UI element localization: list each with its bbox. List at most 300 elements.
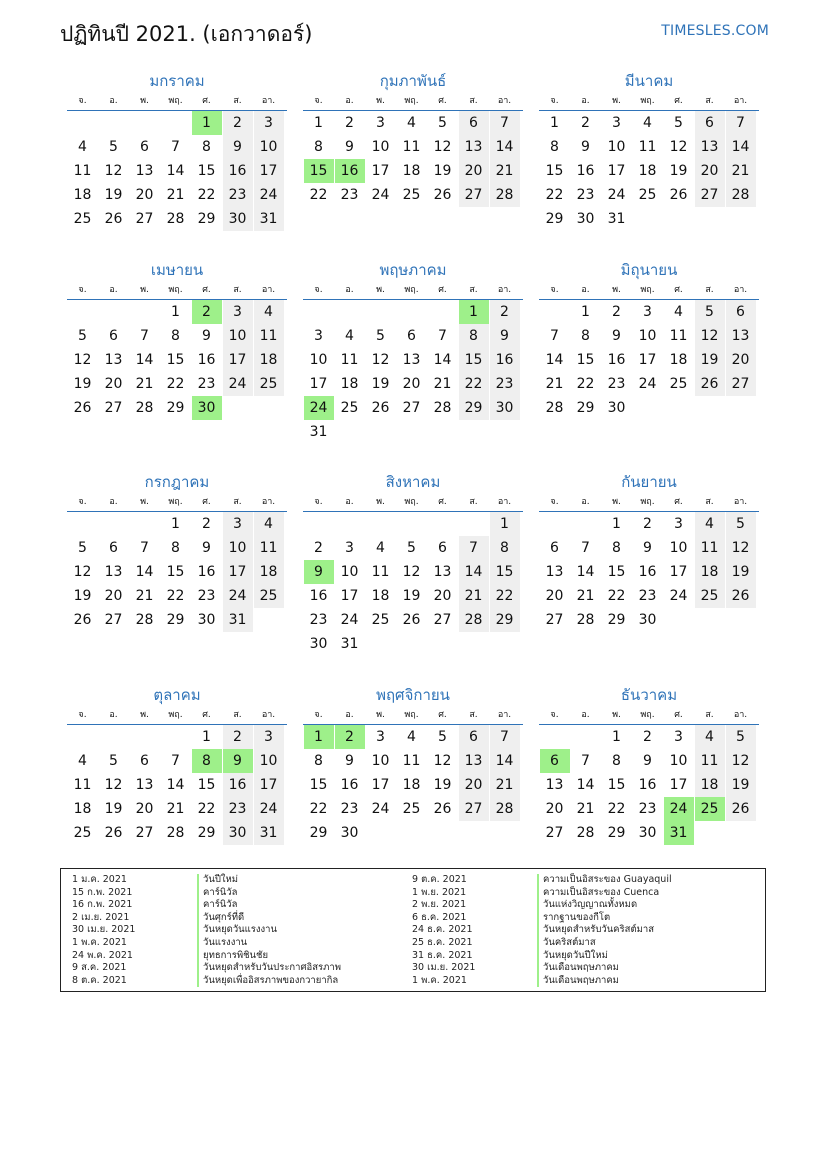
legend-holiday-name: ยุทธการพิชินชัย [197,950,268,963]
day-cell: 9 [202,540,211,556]
weekday-label: ศ. [202,497,211,507]
day-cell: 10 [223,536,253,560]
day-cell: 14 [135,352,154,368]
day-cell: 16 [309,588,328,604]
day-cell: 16 [340,777,359,793]
day-cell: 23 [197,376,216,392]
day-cell: 2 [581,115,590,131]
weekday-label: ส. [705,497,714,507]
day-cell: 13 [459,749,489,773]
day-cell: 1 [612,516,621,532]
weekday-label: พฤ. [168,96,183,106]
day-cell: 20 [726,348,756,372]
day-cell: 15 [545,163,564,179]
legend-holiday-name: วันหยุดสำหรับวันประกาศอิสรภาพ [197,962,341,975]
legend-date: 2 เม.ย. 2021 [72,911,130,923]
day-cell: 23 [576,187,595,203]
day-cell: 18 [695,560,725,584]
weekday-label: จ. [78,710,87,720]
day-cell: 22 [459,372,489,396]
day-cell: 2 [490,300,520,324]
empty-cell [68,300,98,324]
day-cell: 24 [254,183,284,207]
day-cell: 3 [643,304,652,320]
day-grid [539,111,759,231]
day-cell: 31 [223,608,253,632]
day-cell: 14 [545,352,564,368]
legend-date: 24 พ.ค. 2021 [72,949,133,961]
day-cell: 25 [340,400,359,416]
weekday-label: พ. [376,285,385,295]
legend-date: 9 ต.ค. 2021 [412,874,467,885]
day-cell: 7 [490,725,520,749]
day-cell: 5 [376,328,385,344]
day-cell: 12 [726,536,756,560]
day-cell: 17 [223,560,253,584]
day-cell: 12 [433,139,452,155]
day-cell: 22 [166,376,185,392]
day-cell: 13 [695,135,725,159]
weekday-label: ส. [705,96,714,106]
day-cell: 3 [376,115,385,131]
day-cell: 11 [669,328,688,344]
weekday-label: อา. [261,710,276,720]
day-cell: 5 [407,540,416,556]
day-cell: 22 [545,187,564,203]
page-title: ปฏิทินปี 2021. (เอกวาดอร์) [60,22,313,46]
day-cell: 3 [674,516,683,532]
month-block [539,471,759,632]
weekday-label: อา. [733,285,748,295]
weekday-label: ศ. [674,710,683,720]
day-cell: 4 [643,115,652,131]
day-cell: 11 [254,536,284,560]
weekday-label: อ. [581,497,590,507]
day-cell: 12 [433,753,452,769]
day-cell: 17 [223,348,253,372]
day-cell: 16 [223,159,253,183]
holiday-day-cell: 2 [192,300,222,324]
weekday-label: พฤ. [168,497,183,507]
day-cell: 15 [607,777,626,793]
day-cell: 26 [73,612,92,628]
day-cell: 17 [254,159,284,183]
day-cell: 10 [254,135,284,159]
day-cell: 30 [309,636,328,652]
day-cell: 11 [695,536,725,560]
weekday-label: พ. [140,285,149,295]
day-cell: 14 [135,564,154,580]
day-cell: 8 [314,139,323,155]
day-cell: 13 [459,135,489,159]
day-cell: 5 [438,729,447,745]
day-cell: 25 [402,187,421,203]
day-cell: 31 [254,207,284,231]
empty-cell [68,512,98,536]
day-cell: 9 [612,328,621,344]
weekday-label: พฤ. [168,710,183,720]
day-cell: 28 [166,825,185,841]
empty-cell [99,111,129,135]
day-cell: 22 [490,584,520,608]
empty-cell [335,300,365,324]
day-cell: 6 [407,328,416,344]
day-cell: 19 [73,376,92,392]
holiday-day-cell: 2 [335,725,365,749]
day-cell: 10 [309,352,328,368]
day-cell: 10 [254,749,284,773]
day-cell: 15 [166,564,185,580]
day-cell: 24 [638,376,657,392]
day-cell: 14 [490,749,520,773]
day-cell: 16 [638,777,657,793]
day-cell: 25 [695,584,725,608]
day-cell: 15 [197,777,216,793]
month-block [67,259,287,420]
day-cell: 9 [581,139,590,155]
empty-cell [99,725,129,749]
day-cell: 2 [345,115,354,131]
day-cell: 29 [607,612,626,628]
day-cell: 25 [254,372,284,396]
day-cell: 26 [402,612,421,628]
day-cell: 13 [433,564,452,580]
day-cell: 11 [254,324,284,348]
day-cell: 9 [345,753,354,769]
weekday-label: อา. [733,497,748,507]
day-cell: 27 [695,183,725,207]
day-cell: 7 [438,328,447,344]
day-cell: 28 [576,612,595,628]
day-cell: 9 [643,753,652,769]
empty-cell [335,512,365,536]
weekday-label: อ. [109,710,118,720]
day-cell: 12 [73,564,92,580]
day-cell: 23 [638,588,657,604]
empty-cell [540,512,570,536]
day-cell: 19 [433,163,452,179]
weekday-label: ส. [469,710,478,720]
holiday-day-cell: 6 [540,749,570,773]
holiday-day-cell: 9 [223,749,253,773]
day-cell: 14 [726,135,756,159]
day-cell: 30 [340,825,359,841]
holiday-day-cell: 30 [192,396,222,420]
day-cell: 7 [171,139,180,155]
day-cell: 23 [340,187,359,203]
day-cell: 11 [402,753,421,769]
day-cell: 18 [73,187,92,203]
empty-cell [68,111,98,135]
day-cell: 3 [223,300,253,324]
day-cell: 5 [109,753,118,769]
weekday-label: จ. [78,96,87,106]
day-cell: 20 [104,376,123,392]
day-cell: 16 [607,352,626,368]
legend-date: 30 เม.ย. 2021 [412,962,476,974]
legend-date: 15 ก.พ. 2021 [72,886,133,898]
day-cell: 1 [581,304,590,320]
day-grid [67,512,287,632]
day-cell: 3 [314,328,323,344]
day-cell: 7 [171,753,180,769]
day-grid [539,300,759,420]
day-cell: 22 [576,376,595,392]
day-cell: 2 [202,516,211,532]
day-cell: 10 [223,324,253,348]
day-cell: 4 [407,729,416,745]
day-cell: 24 [254,797,284,821]
day-cell: 23 [223,183,253,207]
day-cell: 21 [545,376,564,392]
day-cell: 13 [545,564,564,580]
day-cell: 26 [669,187,688,203]
legend-holiday-name: ความเป็นอิสระของ Guayaquil [537,874,672,887]
weekday-label: ศ. [202,96,211,106]
day-cell: 21 [166,187,185,203]
month-block [303,259,523,444]
day-cell: 18 [73,801,92,817]
day-cell: 25 [638,187,657,203]
day-cell: 3 [223,512,253,536]
day-cell: 27 [726,372,756,396]
day-cell: 29 [166,612,185,628]
day-cell: 13 [135,777,154,793]
day-cell: 11 [638,139,657,155]
legend-holiday-name: วันหยุดเพื่ออิสรภาพของกวายากิล [197,975,338,988]
day-cell: 27 [402,400,421,416]
day-cell: 3 [674,729,683,745]
day-cell: 27 [135,211,154,227]
day-cell: 30 [638,825,657,841]
weekday-header [67,706,287,725]
weekday-label: อา. [261,497,276,507]
weekday-label: อา. [261,96,276,106]
month-name: พฤษภาคม [379,261,447,279]
day-cell: 17 [340,588,359,604]
day-cell: 25 [254,584,284,608]
holiday-day-cell: 31 [664,821,694,845]
day-cell: 12 [371,352,390,368]
day-cell: 28 [490,183,520,207]
day-cell: 1 [171,516,180,532]
weekday-label: อ. [345,497,354,507]
day-cell: 13 [545,777,564,793]
day-cell: 27 [104,612,123,628]
day-cell: 10 [371,139,390,155]
day-cell: 4 [78,139,87,155]
day-cell: 10 [638,328,657,344]
day-cell: 14 [576,564,595,580]
day-cell: 5 [78,540,87,556]
day-cell: 4 [674,304,683,320]
day-cell: 17 [371,163,390,179]
legend-holiday-name: วันศุกร์ที่ดี [197,912,244,925]
day-cell: 23 [340,801,359,817]
day-cell: 20 [433,588,452,604]
day-cell: 21 [576,801,595,817]
legend-holiday-name: วันคริสต์มาส [537,937,596,950]
day-cell: 11 [402,139,421,155]
day-cell: 20 [545,801,564,817]
day-cell: 12 [73,352,92,368]
weekday-label: จ. [550,96,559,106]
day-cell: 5 [726,512,756,536]
day-cell: 25 [402,801,421,817]
weekday-label: อา. [497,710,512,720]
weekday-label: ศ. [202,285,211,295]
weekday-label: อ. [345,285,354,295]
day-cell: 6 [140,139,149,155]
legend-date: 8 ต.ค. 2021 [72,974,127,986]
weekday-label: ส. [233,710,242,720]
day-cell: 19 [371,376,390,392]
day-cell: 6 [726,300,756,324]
day-cell: 29 [545,211,564,227]
day-cell: 1 [171,304,180,320]
day-cell: 30 [638,612,657,628]
day-cell: 16 [197,564,216,580]
day-cell: 19 [104,187,123,203]
weekday-label: พฤ. [640,96,655,106]
weekday-label: พ. [376,497,385,507]
month-name: กุมภาพันธ์ [379,72,447,90]
day-cell: 17 [669,777,688,793]
weekday-label: พ. [140,710,149,720]
day-cell: 21 [135,376,154,392]
weekday-label: พฤ. [168,285,183,295]
month-block [67,70,287,231]
day-cell: 22 [197,187,216,203]
day-cell: 12 [104,777,123,793]
day-cell: 21 [726,159,756,183]
day-cell: 2 [612,304,621,320]
day-cell: 19 [726,560,756,584]
day-cell: 26 [104,211,123,227]
legend-holiday-name: คาร์นิวัล [197,899,237,912]
day-cell: 14 [433,352,452,368]
weekday-label: ส. [469,285,478,295]
empty-cell [540,725,570,749]
day-cell: 30 [607,400,626,416]
weekday-header [539,706,759,725]
day-grid [303,512,523,656]
weekday-label: จ. [314,285,323,295]
legend-holiday-name: วันหยุดวันแรงงาน [197,924,277,937]
empty-cell [130,725,160,749]
month-block [303,471,523,656]
weekday-label: อ. [345,710,354,720]
day-cell: 21 [490,773,520,797]
weekday-label: อา. [497,96,512,106]
day-cell: 3 [254,725,284,749]
day-cell: 7 [140,540,149,556]
brand-link[interactable]: TIMESLES.COM [661,23,769,39]
day-cell: 14 [490,135,520,159]
day-cell: 20 [695,159,725,183]
day-cell: 1 [612,729,621,745]
weekday-label: พ. [140,96,149,106]
day-grid [303,111,523,207]
day-cell: 28 [576,825,595,841]
empty-cell [540,300,570,324]
month-name: ธันวาคม [620,686,678,704]
day-cell: 8 [550,139,559,155]
day-cell: 5 [674,115,683,131]
day-cell: 16 [576,163,595,179]
month-block [67,684,287,845]
weekday-label: อา. [497,285,512,295]
weekday-label: พฤ. [404,285,419,295]
day-cell: 1 [490,512,520,536]
day-cell: 9 [490,324,520,348]
weekday-label: พฤ. [404,96,419,106]
day-cell: 16 [490,348,520,372]
empty-cell [397,300,427,324]
empty-cell [428,300,458,324]
weekday-label: จ. [314,96,323,106]
holiday-day-cell: 24 [664,797,694,821]
day-grid [67,300,287,420]
day-cell: 25 [371,612,390,628]
month-block [303,70,523,207]
legend-holiday-name: วันเดือนพฤษภาคม [537,975,619,988]
empty-cell [130,111,160,135]
day-cell: 19 [73,588,92,604]
day-cell: 21 [166,801,185,817]
holiday-day-cell: 1 [192,111,222,135]
weekday-label: พฤ. [404,710,419,720]
day-cell: 22 [607,588,626,604]
holiday-day-cell: 8 [192,749,222,773]
day-grid [539,512,759,632]
day-cell: 16 [638,564,657,580]
month-block [539,684,759,845]
day-cell: 6 [109,328,118,344]
empty-cell [366,512,396,536]
legend-holiday-name: วันแรงงาน [197,937,247,950]
day-cell: 30 [490,396,520,420]
day-cell: 14 [459,560,489,584]
day-cell: 7 [726,111,756,135]
day-cell: 17 [607,163,626,179]
weekday-label: อ. [581,710,590,720]
holiday-day-cell: 24 [304,396,334,420]
day-cell: 3 [612,115,621,131]
day-cell: 2 [643,516,652,532]
weekday-header [303,281,523,300]
day-cell: 2 [314,540,323,556]
day-cell: 22 [607,801,626,817]
day-cell: 7 [490,111,520,135]
weekday-label: อ. [109,285,118,295]
weekday-header [303,706,523,725]
legend-holiday-name: วันปีใหม่ [197,874,238,887]
weekday-label: จ. [550,710,559,720]
day-cell: 23 [607,376,626,392]
day-cell: 21 [135,588,154,604]
day-cell: 28 [545,400,564,416]
day-cell: 31 [607,211,626,227]
empty-cell [130,512,160,536]
day-cell: 25 [669,376,688,392]
day-cell: 3 [254,111,284,135]
legend-holiday-name: วันหยุดสำหรับวันคริสต์มาส [537,924,654,937]
day-cell: 11 [371,564,390,580]
day-cell: 23 [197,588,216,604]
day-cell: 9 [223,135,253,159]
day-cell: 1 [314,115,323,131]
